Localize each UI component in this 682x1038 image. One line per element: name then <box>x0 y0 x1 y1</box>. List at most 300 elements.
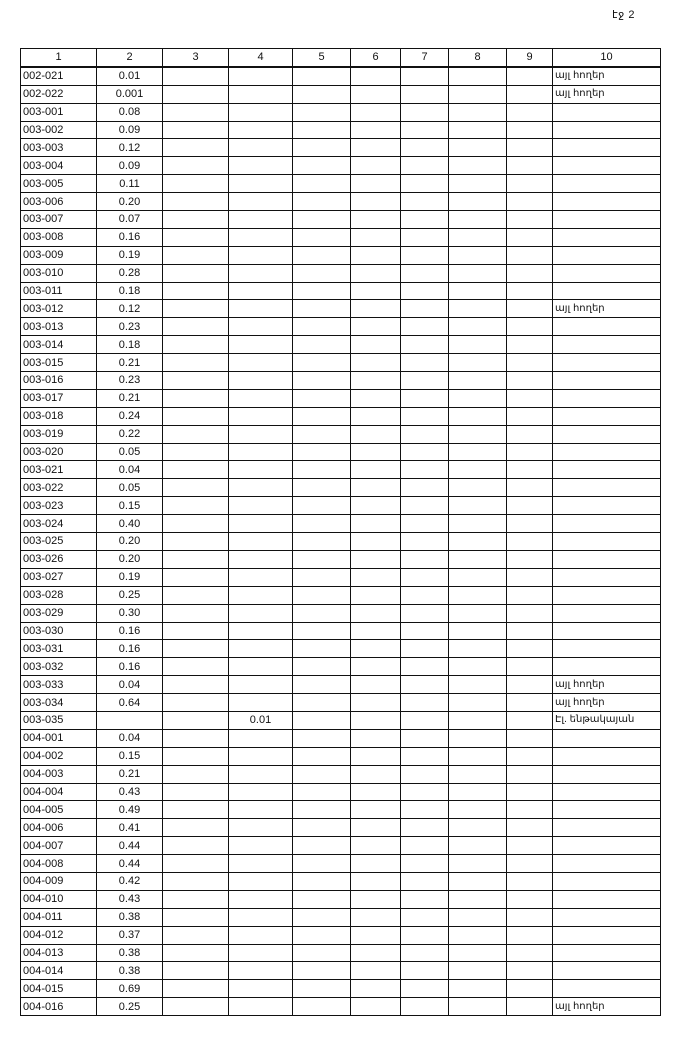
column-header: 7 <box>401 49 449 67</box>
table-row <box>21 711 661 729</box>
note-cell <box>553 318 661 336</box>
note-cell: Էլ. ենթակայան <box>553 711 661 729</box>
note-cell <box>553 372 661 390</box>
empty-cell <box>163 193 229 211</box>
column-4-value-cell <box>229 193 293 211</box>
area-value-cell: 0.23 <box>97 318 163 336</box>
empty-cell <box>351 497 401 515</box>
note-cell <box>553 157 661 175</box>
table-row <box>21 658 661 676</box>
column-header-row <box>21 49 661 67</box>
note-cell <box>553 479 661 497</box>
column-4-value-cell <box>229 461 293 479</box>
table-row <box>21 622 661 640</box>
empty-cell <box>507 264 553 282</box>
note-cell <box>553 622 661 640</box>
empty-cell <box>163 336 229 354</box>
column-4-value-cell <box>229 568 293 586</box>
empty-cell <box>507 747 553 765</box>
column-4-value-cell <box>229 139 293 157</box>
table-row <box>21 568 661 586</box>
empty-cell <box>293 586 351 604</box>
empty-cell <box>401 819 449 837</box>
empty-cell <box>351 568 401 586</box>
area-value-cell: 0.21 <box>97 389 163 407</box>
column-header: 1 <box>21 49 97 67</box>
area-value-cell: 0.09 <box>97 121 163 139</box>
note-cell <box>553 336 661 354</box>
plot-code-cell: 003-034 <box>21 694 97 712</box>
column-4-value-cell <box>229 604 293 622</box>
table-row <box>21 67 661 85</box>
note-cell <box>553 461 661 479</box>
plot-code-cell: 004-002 <box>21 747 97 765</box>
plot-code-cell: 003-026 <box>21 550 97 568</box>
table-row <box>21 389 661 407</box>
area-value-cell: 0.25 <box>97 998 163 1016</box>
area-value-cell: 0.64 <box>97 694 163 712</box>
note-cell <box>553 389 661 407</box>
empty-cell <box>163 658 229 676</box>
note-cell <box>553 640 661 658</box>
empty-cell <box>401 944 449 962</box>
empty-cell <box>401 568 449 586</box>
empty-cell <box>507 193 553 211</box>
empty-cell <box>293 622 351 640</box>
plot-code-cell: 004-015 <box>21 980 97 998</box>
empty-cell <box>351 640 401 658</box>
empty-cell <box>449 533 507 551</box>
empty-cell <box>293 515 351 533</box>
plot-code-cell: 004-013 <box>21 944 97 962</box>
empty-cell <box>449 550 507 568</box>
note-cell <box>553 533 661 551</box>
plot-code-cell: 004-006 <box>21 819 97 837</box>
column-4-value-cell <box>229 944 293 962</box>
column-header: 4 <box>229 49 293 67</box>
empty-cell <box>449 372 507 390</box>
note-cell: այլ հողեր <box>553 300 661 318</box>
plot-code-cell: 003-023 <box>21 497 97 515</box>
empty-cell <box>293 658 351 676</box>
column-4-value-cell <box>229 926 293 944</box>
plot-code-cell: 003-016 <box>21 372 97 390</box>
empty-cell <box>163 855 229 873</box>
empty-cell <box>507 586 553 604</box>
empty-cell <box>401 783 449 801</box>
column-4-value-cell <box>229 872 293 890</box>
empty-cell <box>401 676 449 694</box>
empty-cell <box>449 175 507 193</box>
empty-cell <box>449 246 507 264</box>
empty-cell <box>351 228 401 246</box>
area-value-cell: 0.69 <box>97 980 163 998</box>
area-value-cell: 0.05 <box>97 443 163 461</box>
empty-cell <box>163 425 229 443</box>
area-value-cell: 0.30 <box>97 604 163 622</box>
area-value-cell: 0.12 <box>97 139 163 157</box>
column-4-value-cell <box>229 765 293 783</box>
table-row <box>21 407 661 425</box>
empty-cell <box>351 926 401 944</box>
area-value-cell: 0.37 <box>97 926 163 944</box>
empty-cell <box>449 980 507 998</box>
empty-cell <box>163 908 229 926</box>
empty-cell <box>351 747 401 765</box>
empty-cell <box>163 550 229 568</box>
column-4-value-cell <box>229 837 293 855</box>
area-value-cell: 0.08 <box>97 103 163 121</box>
note-cell <box>553 193 661 211</box>
column-4-value-cell <box>229 318 293 336</box>
empty-cell <box>163 121 229 139</box>
area-value-cell: 0.09 <box>97 157 163 175</box>
empty-cell <box>507 461 553 479</box>
area-value-cell: 0.19 <box>97 568 163 586</box>
plot-code-cell: 003-027 <box>21 568 97 586</box>
column-4-value-cell <box>229 622 293 640</box>
empty-cell <box>449 515 507 533</box>
column-4-value-cell <box>229 855 293 873</box>
empty-cell <box>163 962 229 980</box>
empty-cell <box>163 998 229 1016</box>
empty-cell <box>401 354 449 372</box>
empty-cell <box>449 407 507 425</box>
plot-code-cell: 003-011 <box>21 282 97 300</box>
empty-cell <box>507 926 553 944</box>
plot-code-cell: 003-012 <box>21 300 97 318</box>
empty-cell <box>351 282 401 300</box>
empty-cell <box>351 354 401 372</box>
land-plot-table <box>20 48 661 1016</box>
empty-cell <box>293 926 351 944</box>
empty-cell <box>293 783 351 801</box>
area-value-cell: 0.49 <box>97 801 163 819</box>
empty-cell <box>507 139 553 157</box>
empty-cell <box>449 586 507 604</box>
table-row <box>21 157 661 175</box>
plot-code-cell: 003-017 <box>21 389 97 407</box>
table-row <box>21 837 661 855</box>
note-cell: այլ հողեր <box>553 85 661 103</box>
empty-cell <box>507 694 553 712</box>
empty-cell <box>507 622 553 640</box>
empty-cell <box>449 819 507 837</box>
plot-code-cell: 003-001 <box>21 103 97 121</box>
table-row <box>21 783 661 801</box>
plot-code-cell: 003-029 <box>21 604 97 622</box>
area-value-cell: 0.23 <box>97 372 163 390</box>
plot-code-cell: 004-008 <box>21 855 97 873</box>
empty-cell <box>163 103 229 121</box>
empty-cell <box>449 729 507 747</box>
area-value-cell: 0.11 <box>97 175 163 193</box>
plot-code-cell: 003-009 <box>21 246 97 264</box>
note-cell <box>553 139 661 157</box>
empty-cell <box>293 890 351 908</box>
empty-cell <box>401 747 449 765</box>
empty-cell <box>401 765 449 783</box>
empty-cell <box>163 586 229 604</box>
empty-cell <box>449 711 507 729</box>
area-value-cell: 0.16 <box>97 622 163 640</box>
empty-cell <box>507 425 553 443</box>
empty-cell <box>163 765 229 783</box>
table-row <box>21 676 661 694</box>
empty-cell <box>401 85 449 103</box>
empty-cell <box>401 443 449 461</box>
empty-cell <box>293 908 351 926</box>
empty-cell <box>507 944 553 962</box>
table-row <box>21 497 661 515</box>
note-cell <box>553 801 661 819</box>
empty-cell <box>401 515 449 533</box>
empty-cell <box>163 497 229 515</box>
area-value-cell: 0.15 <box>97 497 163 515</box>
plot-code-cell: 004-004 <box>21 783 97 801</box>
empty-cell <box>401 461 449 479</box>
empty-cell <box>507 318 553 336</box>
empty-cell <box>293 103 351 121</box>
empty-cell <box>351 407 401 425</box>
empty-cell <box>163 711 229 729</box>
empty-cell <box>351 711 401 729</box>
area-value-cell: 0.28 <box>97 264 163 282</box>
empty-cell <box>401 121 449 139</box>
empty-cell <box>351 729 401 747</box>
plot-code-cell: 003-007 <box>21 211 97 229</box>
column-header: 8 <box>449 49 507 67</box>
empty-cell <box>163 85 229 103</box>
empty-cell <box>351 193 401 211</box>
empty-cell <box>293 676 351 694</box>
column-4-value-cell <box>229 103 293 121</box>
note-cell <box>553 872 661 890</box>
empty-cell <box>449 354 507 372</box>
empty-cell <box>507 479 553 497</box>
empty-cell <box>401 908 449 926</box>
table-row <box>21 139 661 157</box>
column-4-value-cell <box>229 157 293 175</box>
plot-code-cell: 004-010 <box>21 890 97 908</box>
area-value-cell: 0.07 <box>97 211 163 229</box>
plot-code-cell: 003-031 <box>21 640 97 658</box>
empty-cell <box>163 890 229 908</box>
empty-cell <box>293 640 351 658</box>
empty-cell <box>293 962 351 980</box>
empty-cell <box>163 175 229 193</box>
empty-cell <box>163 282 229 300</box>
empty-cell <box>293 372 351 390</box>
plot-code-cell: 003-019 <box>21 425 97 443</box>
area-value-cell: 0.21 <box>97 765 163 783</box>
empty-cell <box>507 443 553 461</box>
empty-cell <box>293 461 351 479</box>
empty-cell <box>507 336 553 354</box>
table-row <box>21 228 661 246</box>
empty-cell <box>401 533 449 551</box>
empty-cell <box>449 139 507 157</box>
empty-cell <box>163 300 229 318</box>
empty-cell <box>401 157 449 175</box>
note-cell: այլ հողեր <box>553 676 661 694</box>
plot-code-cell: 003-033 <box>21 676 97 694</box>
empty-cell <box>163 67 229 85</box>
area-value-cell: 0.19 <box>97 246 163 264</box>
note-cell <box>553 586 661 604</box>
empty-cell <box>163 729 229 747</box>
empty-cell <box>351 461 401 479</box>
empty-cell <box>507 890 553 908</box>
table-row <box>21 926 661 944</box>
note-cell <box>553 515 661 533</box>
plot-code-cell: 003-013 <box>21 318 97 336</box>
empty-cell <box>401 67 449 85</box>
plot-code-cell: 003-003 <box>21 139 97 157</box>
empty-cell <box>351 622 401 640</box>
note-cell <box>553 425 661 443</box>
area-value-cell: 0.001 <box>97 85 163 103</box>
empty-cell <box>351 765 401 783</box>
empty-cell <box>293 711 351 729</box>
column-4-value-cell <box>229 533 293 551</box>
empty-cell <box>449 747 507 765</box>
plot-code-cell: 004-014 <box>21 962 97 980</box>
note-cell <box>553 497 661 515</box>
column-header: 5 <box>293 49 351 67</box>
column-4-value-cell <box>229 336 293 354</box>
area-value-cell: 0.16 <box>97 228 163 246</box>
empty-cell <box>449 694 507 712</box>
plot-code-cell: 004-011 <box>21 908 97 926</box>
column-4-value-cell <box>229 264 293 282</box>
column-4-value-cell <box>229 282 293 300</box>
empty-cell <box>351 855 401 873</box>
empty-cell <box>401 658 449 676</box>
empty-cell <box>163 533 229 551</box>
table-row <box>21 425 661 443</box>
column-4-value-cell <box>229 694 293 712</box>
area-value-cell: 0.24 <box>97 407 163 425</box>
column-4-value-cell <box>229 586 293 604</box>
area-value-cell: 0.25 <box>97 586 163 604</box>
empty-cell <box>351 586 401 604</box>
table-row <box>21 944 661 962</box>
plot-code-cell: 003-010 <box>21 264 97 282</box>
empty-cell <box>293 694 351 712</box>
empty-cell <box>351 103 401 121</box>
plot-code-cell: 003-006 <box>21 193 97 211</box>
empty-cell <box>293 121 351 139</box>
note-cell <box>553 407 661 425</box>
empty-cell <box>351 389 401 407</box>
empty-cell <box>449 783 507 801</box>
note-cell: այլ հողեր <box>553 694 661 712</box>
column-4-value-cell <box>229 211 293 229</box>
empty-cell <box>507 354 553 372</box>
empty-cell <box>351 819 401 837</box>
empty-cell <box>293 85 351 103</box>
area-value-cell: 0.42 <box>97 872 163 890</box>
note-cell <box>553 962 661 980</box>
empty-cell <box>401 497 449 515</box>
note-cell <box>553 264 661 282</box>
note-cell <box>553 890 661 908</box>
empty-cell <box>449 568 507 586</box>
empty-cell <box>401 711 449 729</box>
empty-cell <box>163 926 229 944</box>
empty-cell <box>163 604 229 622</box>
note-cell <box>553 604 661 622</box>
note-cell <box>553 658 661 676</box>
empty-cell <box>293 980 351 998</box>
plot-code-cell: 003-020 <box>21 443 97 461</box>
empty-cell <box>351 246 401 264</box>
empty-cell <box>351 67 401 85</box>
empty-cell <box>449 67 507 85</box>
table-row <box>21 300 661 318</box>
empty-cell <box>163 747 229 765</box>
empty-cell <box>449 336 507 354</box>
empty-cell <box>293 837 351 855</box>
area-value-cell: 0.05 <box>97 479 163 497</box>
plot-code-cell: 003-008 <box>21 228 97 246</box>
empty-cell <box>507 121 553 139</box>
area-value-cell: 0.38 <box>97 944 163 962</box>
empty-cell <box>449 121 507 139</box>
empty-cell <box>449 801 507 819</box>
column-4-value-cell <box>229 407 293 425</box>
empty-cell <box>449 640 507 658</box>
empty-cell <box>401 228 449 246</box>
empty-cell <box>351 372 401 390</box>
plot-code-cell: 004-012 <box>21 926 97 944</box>
empty-cell <box>293 282 351 300</box>
empty-cell <box>507 998 553 1016</box>
empty-cell <box>449 926 507 944</box>
empty-cell <box>293 479 351 497</box>
table-row <box>21 246 661 264</box>
empty-cell <box>293 872 351 890</box>
empty-cell <box>293 855 351 873</box>
table-row <box>21 211 661 229</box>
empty-cell <box>351 318 401 336</box>
table-row <box>21 604 661 622</box>
note-cell <box>553 228 661 246</box>
empty-cell <box>293 228 351 246</box>
column-4-value-cell <box>229 175 293 193</box>
plot-code-cell: 004-016 <box>21 998 97 1016</box>
empty-cell <box>449 855 507 873</box>
page-number-label: էջ 2 <box>612 9 635 21</box>
empty-cell <box>449 461 507 479</box>
plot-code-cell: 003-015 <box>21 354 97 372</box>
area-value-cell: 0.15 <box>97 747 163 765</box>
empty-cell <box>449 604 507 622</box>
area-value-cell: 0.21 <box>97 354 163 372</box>
column-4-value-cell <box>229 640 293 658</box>
note-cell <box>553 568 661 586</box>
empty-cell <box>449 676 507 694</box>
column-4-value-cell <box>229 246 293 264</box>
empty-cell <box>293 425 351 443</box>
note-cell <box>553 765 661 783</box>
empty-cell <box>163 837 229 855</box>
empty-cell <box>163 389 229 407</box>
column-4-value-cell <box>229 497 293 515</box>
area-value-cell: 0.16 <box>97 640 163 658</box>
empty-cell <box>401 479 449 497</box>
